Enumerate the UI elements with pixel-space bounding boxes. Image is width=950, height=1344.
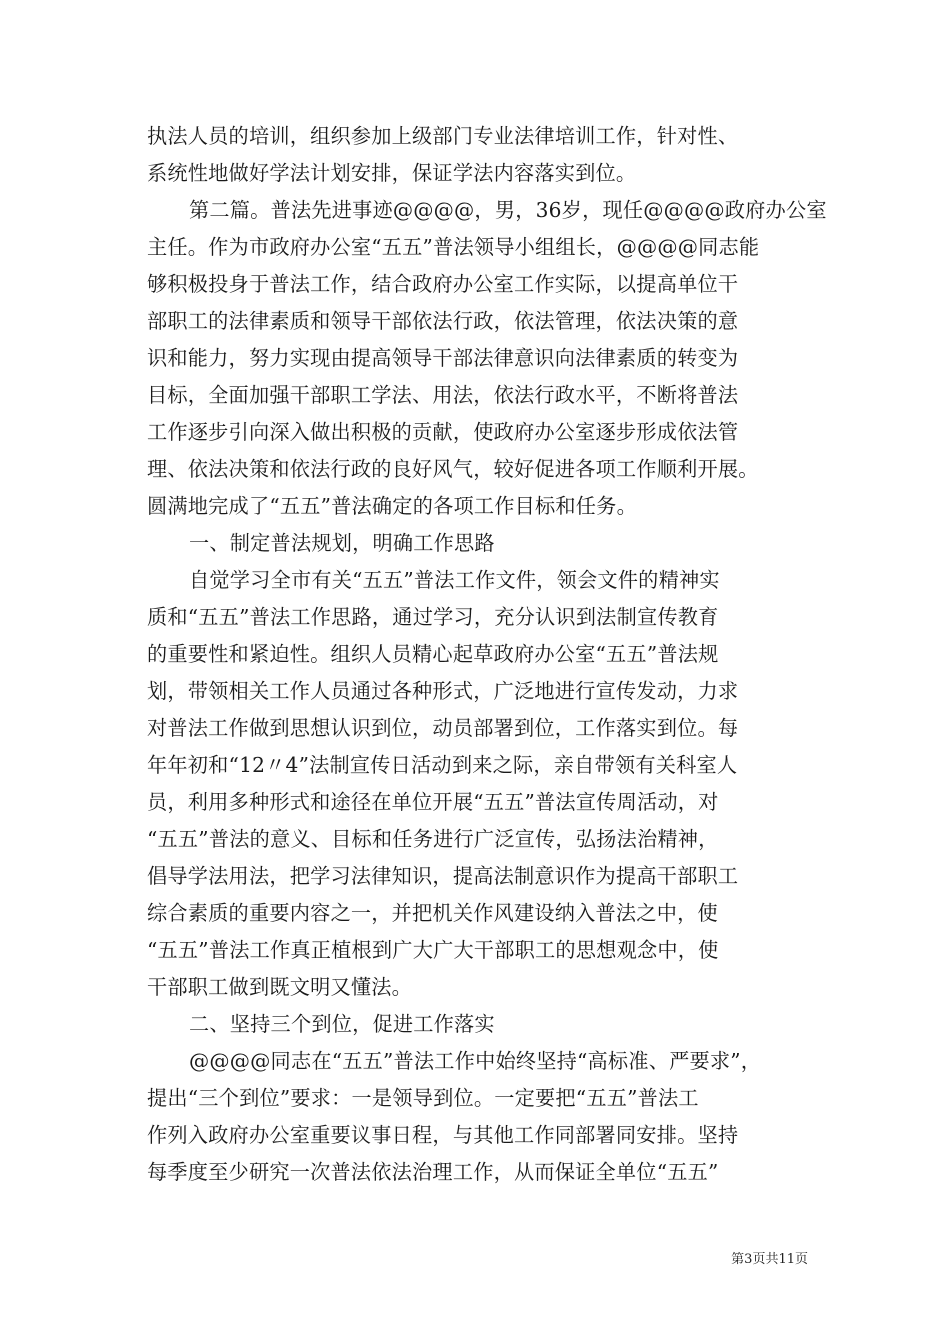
text-line: 倡导学法用法，把学习法律知识，提高法制意识作为提高干部职工 (147, 864, 739, 888)
text-line: 执法人员的培训，组织参加上级部门专业法律培训工作，针对性、 (147, 124, 739, 148)
text-line: “五五”普法工作真正植根到广大广大干部职工的思想观念中，使 (147, 938, 719, 962)
text-line: 理、依法决策和依法行政的良好风气，较好促进各项工作顺利开展。 (147, 457, 759, 481)
paragraph-start-line: 第二篇。普法先进事迹@@@@，男，36岁，现任@@@@政府办公室 (189, 198, 827, 222)
text-line: 划，带领相关工作人员通过各种形式，广泛地进行宣传发动，力求 (147, 679, 739, 703)
text-line: 的重要性和紧迫性。组织人员精心起草政府办公室“五五”普法规 (147, 642, 719, 666)
paragraph-start-line: 自觉学习全市有关“五五”普法工作文件，领会文件的精神实 (189, 568, 720, 592)
text-line: 圆满地完成了“五五”普法确定的各项工作目标和任务。 (147, 494, 637, 518)
page-number-footer: 第3页共11页 (731, 1252, 808, 1267)
text-line: 年年初和“12〃4”法制宣传日活动到来之际，亲自带领有关科室人 (147, 753, 738, 777)
text-line: 部职工的法律素质和领导干部依法行政，依法管理，依法决策的意 (147, 309, 739, 333)
text-line: 识和能力，努力实现由提高领导干部法律意识向法律素质的转变为 (147, 346, 739, 370)
text-line: 够积极投身于普法工作，结合政府办公室工作实际，以提高单位干 (147, 272, 739, 296)
text-line: 系统性地做好学法计划安排，保证学法内容落实到位。 (147, 161, 637, 185)
text-line: 每季度至少研究一次普法依法治理工作，从而保证全单位“五五” (147, 1160, 719, 1184)
document-body (147, 118, 827, 1191)
text-line: 作列入政府办公室重要议事日程，与其他工作同部署同安排。坚持 (147, 1123, 739, 1147)
text-line: 提出“三个到位”要求：一是领导到位。一定要把“五五”普法工 (147, 1086, 699, 1110)
text-line: 员，利用多种形式和途径在单位开展“五五”普法宣传周活动，对 (147, 790, 719, 814)
paragraph-start-line: @@@@同志在“五五”普法工作中始终坚持“高标准、严要求”， (189, 1049, 762, 1073)
text-line: 主任。作为市政府办公室“五五”普法领导小组组长，@@@@同志能 (147, 235, 760, 259)
text-line: 干部职工做到既文明又懂法。 (147, 975, 413, 999)
text-line: “五五”普法的意义、目标和任务进行广泛宣传，弘扬法治精神， (147, 827, 719, 851)
text-line: 综合素质的重要内容之一，并把机关作风建设纳入普法之中，使 (147, 901, 718, 925)
text-line: 质和“五五”普法工作思路，通过学习，充分认识到法制宣传教育 (147, 605, 719, 629)
text-line: 目标，全面加强干部职工学法、用法，依法行政水平，不断将普法 (147, 383, 739, 407)
section-heading-1: 一、制定普法规划，明确工作思路 (189, 531, 495, 555)
section-heading-2: 二、坚持三个到位，促进工作落实 (189, 1012, 495, 1036)
text-line: 对普法工作做到思想认识到位，动员部署到位，工作落实到位。每 (147, 716, 739, 740)
text-line: 工作逐步引向深入做出积极的贡献，使政府办公室逐步形成依法管 (147, 420, 739, 444)
